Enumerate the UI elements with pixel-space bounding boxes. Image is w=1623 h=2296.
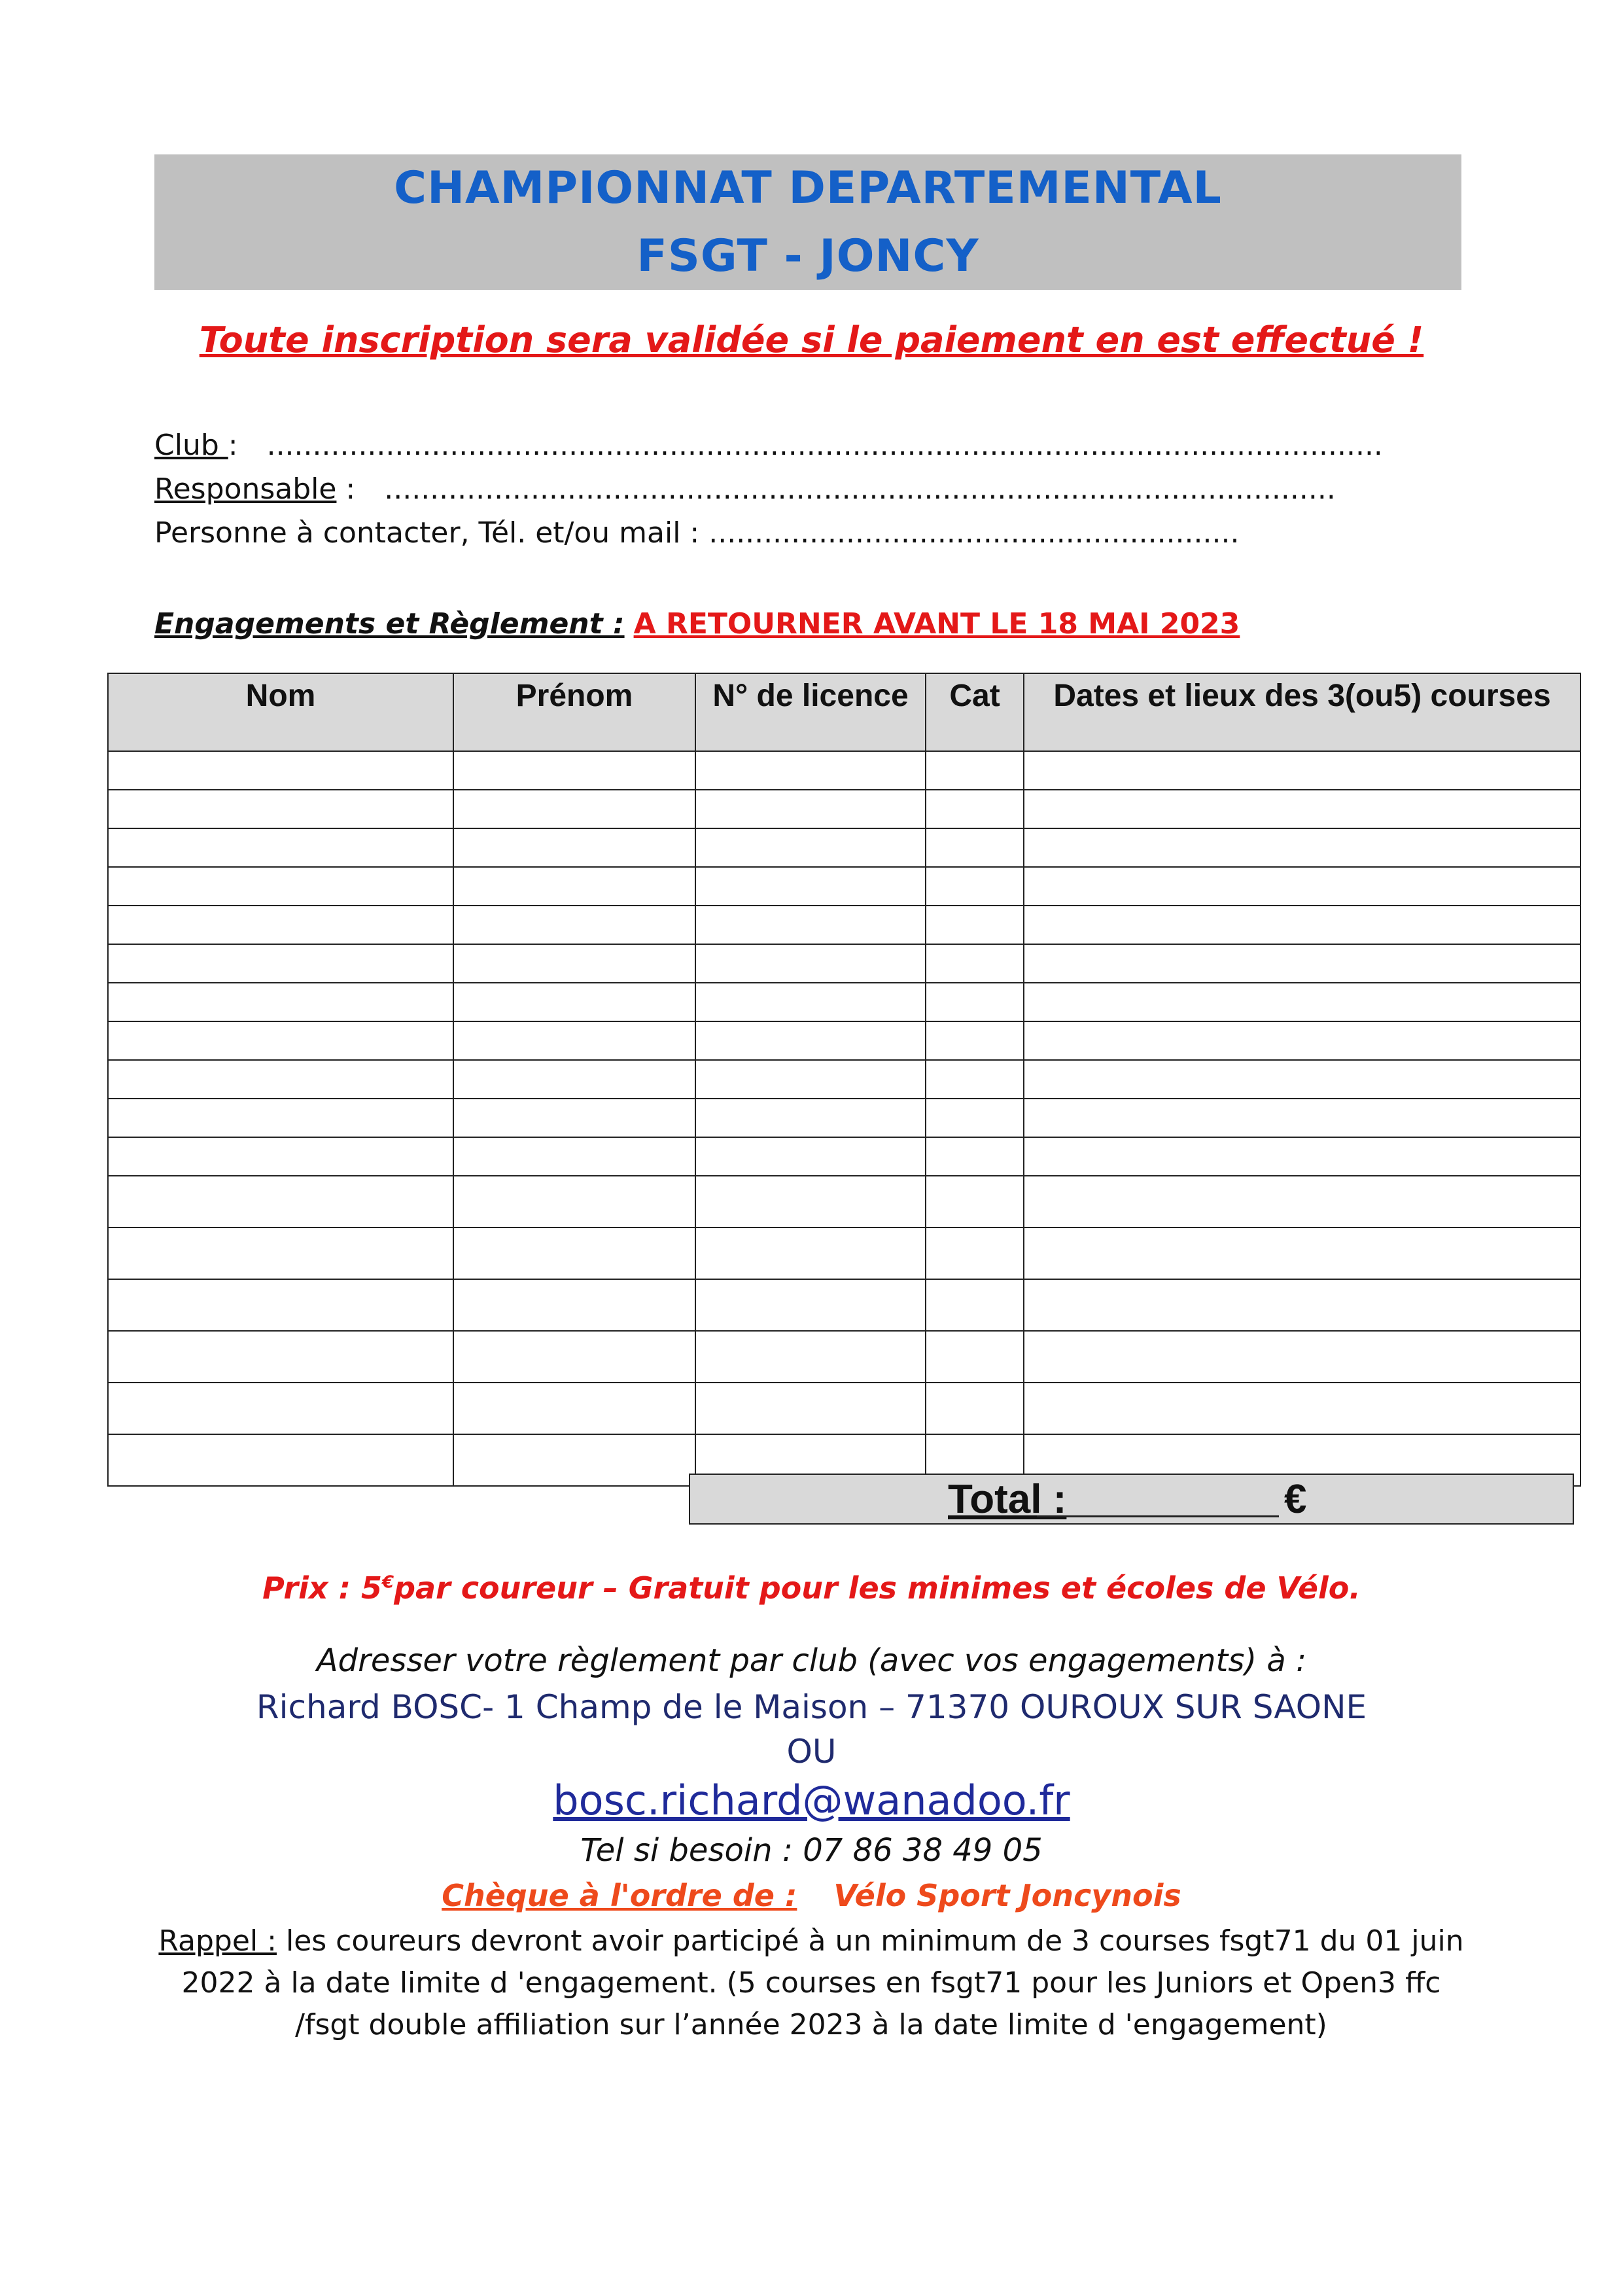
contact-dots: .......................................................... [708, 516, 1240, 550]
cell-dates[interactable] [1024, 983, 1580, 1021]
rappel-text: les coureurs devront avoir participé à un minimum de 3 courses fsgt71 du 01 juin 2022 à la date limite d 'engagement. (5 courses en fsgt71 pour les Juniors et Open3 ffc /fsgt double affiliation sur l’année 2023 à la date limite d 'engagement) [181, 1924, 1464, 2041]
cell-prenom[interactable] [453, 751, 695, 790]
payment-warning: Toute inscription sera validée si le paiement en est effectué ! [199, 319, 1424, 361]
cell-dates[interactable] [1024, 790, 1580, 828]
cell-prenom[interactable] [453, 1434, 695, 1486]
cell-nom[interactable] [108, 1099, 453, 1137]
cell-prenom[interactable] [453, 944, 695, 983]
cell-licence[interactable] [695, 867, 926, 906]
club-field[interactable] [154, 429, 1383, 462]
cheque-label: Chèque à l'ordre de : [442, 1878, 797, 1913]
table-row [108, 906, 1580, 944]
header-licence: N° de licence [695, 673, 926, 751]
cell-nom[interactable] [108, 1279, 453, 1331]
table-row [108, 1279, 1580, 1331]
email-link[interactable]: bosc.richard@wanadoo.fr [553, 1776, 1070, 1824]
cell-prenom[interactable] [453, 790, 695, 828]
cell-licence[interactable] [695, 1176, 926, 1227]
cell-cat[interactable] [926, 1099, 1024, 1137]
cell-cat[interactable] [926, 906, 1024, 944]
cell-cat[interactable] [926, 1227, 1024, 1279]
table-row [108, 828, 1580, 867]
cell-prenom[interactable] [453, 906, 695, 944]
header-nom: Nom [108, 673, 453, 751]
cell-prenom[interactable] [453, 1099, 695, 1137]
cell-cat[interactable] [926, 1176, 1024, 1227]
registration-table [107, 673, 1581, 1487]
cell-dates[interactable] [1024, 1099, 1580, 1137]
title-banner [154, 154, 1461, 290]
cell-licence[interactable] [695, 983, 926, 1021]
cell-dates[interactable] [1024, 1137, 1580, 1176]
table-row [108, 1176, 1580, 1227]
cell-licence[interactable] [695, 1137, 926, 1176]
cell-licence[interactable] [695, 1227, 926, 1279]
cell-cat[interactable] [926, 790, 1024, 828]
responsable-sep: : [336, 472, 356, 506]
cell-dates[interactable] [1024, 1227, 1580, 1279]
cell-nom[interactable] [108, 867, 453, 906]
cell-prenom[interactable] [453, 1137, 695, 1176]
header-dates: Dates et lieux des 3(ou5) courses [1024, 673, 1580, 751]
table-row [108, 1331, 1580, 1383]
cell-licence[interactable] [695, 1099, 926, 1137]
title-line-1: CHAMPIONNAT DEPARTEMENTAL [394, 162, 1222, 214]
cell-nom[interactable] [108, 983, 453, 1021]
table-row [108, 1383, 1580, 1434]
title-line-2: FSGT - JONCY [637, 230, 979, 282]
cell-cat[interactable] [926, 1021, 1024, 1060]
cell-dates[interactable] [1024, 1021, 1580, 1060]
cheque-payee: Vélo Sport Joncynois [833, 1878, 1181, 1913]
cell-dates[interactable] [1024, 1060, 1580, 1099]
cell-licence[interactable] [695, 828, 926, 867]
table-row [108, 1060, 1580, 1099]
table-row [108, 790, 1580, 828]
cell-prenom[interactable] [453, 1060, 695, 1099]
cell-nom[interactable] [108, 790, 453, 828]
header-prenom: Prénom [453, 673, 695, 751]
total-box [689, 1474, 1574, 1525]
responsable-dots: ........................................................................................................ [384, 472, 1336, 506]
cell-nom[interactable] [108, 944, 453, 983]
table-header-row [108, 673, 1580, 751]
cell-prenom[interactable] [453, 1383, 695, 1434]
postal-address: Richard BOSC- 1 Champ de le Maison – 71370 OUROUX SUR SAONE [256, 1688, 1367, 1726]
price-line [0, 1570, 1623, 1606]
table-row [108, 751, 1580, 790]
cell-nom[interactable] [108, 1021, 453, 1060]
cell-dates[interactable] [1024, 944, 1580, 983]
table-row [108, 1021, 1580, 1060]
cell-nom[interactable] [108, 1383, 453, 1434]
cell-prenom[interactable] [453, 1279, 695, 1331]
cell-nom[interactable] [108, 1176, 453, 1227]
cell-licence[interactable] [695, 944, 926, 983]
cell-cat[interactable] [926, 751, 1024, 790]
cell-nom[interactable] [108, 906, 453, 944]
cell-prenom[interactable] [453, 828, 695, 867]
cell-licence[interactable] [695, 1060, 926, 1099]
cell-licence[interactable] [695, 1021, 926, 1060]
cell-dates[interactable] [1024, 751, 1580, 790]
cell-prenom[interactable] [453, 983, 695, 1021]
address-intro: Adresser votre règlement par club (avec vos engagements) à : [316, 1642, 1307, 1679]
responsable-field[interactable] [154, 472, 1336, 506]
table-row [108, 983, 1580, 1021]
header-cat: Cat [926, 673, 1024, 751]
cell-nom[interactable] [108, 1434, 453, 1486]
total-label: Total : [948, 1477, 1067, 1522]
cell-cat[interactable] [926, 944, 1024, 983]
deadline-label: Engagements et Règlement : [154, 607, 625, 641]
cell-prenom[interactable] [453, 867, 695, 906]
or-separator: OU [786, 1733, 837, 1771]
club-dots: .......................................................................................................................... [266, 429, 1383, 462]
price-euro: € [381, 1572, 394, 1593]
cell-cat[interactable] [926, 1060, 1024, 1099]
cell-nom[interactable] [108, 1227, 453, 1279]
table-row [108, 867, 1580, 906]
cell-cat[interactable] [926, 1331, 1024, 1383]
cell-cat[interactable] [926, 1279, 1024, 1331]
cell-cat[interactable] [926, 1137, 1024, 1176]
cell-cat[interactable] [926, 1383, 1024, 1434]
rappel-paragraph [150, 1920, 1472, 2046]
price-after: par coureur – Gratuit pour les minimes et écoles de Vélo. [394, 1570, 1361, 1606]
deadline-line [154, 607, 1240, 641]
cell-prenom[interactable] [453, 1227, 695, 1279]
responsable-label: Responsable [154, 472, 337, 506]
cell-prenom[interactable] [453, 1331, 695, 1383]
cell-nom[interactable] [108, 1137, 453, 1176]
contact-label: Personne à contacter, Tél. et/ou mail : [154, 516, 700, 550]
cell-dates[interactable] [1024, 1331, 1580, 1383]
cheque-line [0, 1878, 1623, 1913]
total-value-line[interactable] [1037, 1515, 1279, 1517]
cell-nom[interactable] [108, 1060, 453, 1099]
cell-dates[interactable] [1024, 867, 1580, 906]
table-row [108, 1137, 1580, 1176]
contact-field[interactable] [154, 516, 1239, 550]
cell-cat[interactable] [926, 983, 1024, 1021]
cell-licence[interactable] [695, 751, 926, 790]
cell-nom[interactable] [108, 1331, 453, 1383]
club-sep: : [228, 429, 238, 462]
deadline-text: A RETOURNER AVANT LE 18 MAI 2023 [633, 607, 1240, 641]
cell-cat[interactable] [926, 867, 1024, 906]
cell-dates[interactable] [1024, 1279, 1580, 1331]
cell-prenom[interactable] [453, 1176, 695, 1227]
cell-dates[interactable] [1024, 828, 1580, 867]
cell-dates[interactable] [1024, 1176, 1580, 1227]
table-row [108, 1227, 1580, 1279]
cell-prenom[interactable] [453, 1021, 695, 1060]
cell-licence[interactable] [695, 1383, 926, 1434]
table-row [108, 944, 1580, 983]
table-body [108, 751, 1580, 1486]
cell-dates[interactable] [1024, 906, 1580, 944]
cell-nom[interactable] [108, 828, 453, 867]
price-before: Prix : 5 [262, 1570, 382, 1606]
cell-dates[interactable] [1024, 1383, 1580, 1434]
cell-licence[interactable] [695, 1279, 926, 1331]
club-label: Club [154, 429, 228, 462]
cell-licence[interactable] [695, 1331, 926, 1383]
cell-licence[interactable] [695, 790, 926, 828]
total-currency: € [1284, 1477, 1307, 1522]
rappel-label: Rappel : [158, 1924, 277, 1958]
cell-nom[interactable] [108, 751, 453, 790]
cell-licence[interactable] [695, 906, 926, 944]
table-row [108, 1099, 1580, 1137]
cell-cat[interactable] [926, 828, 1024, 867]
phone-line: Tel si besoin : 07 86 38 49 05 [580, 1832, 1043, 1869]
